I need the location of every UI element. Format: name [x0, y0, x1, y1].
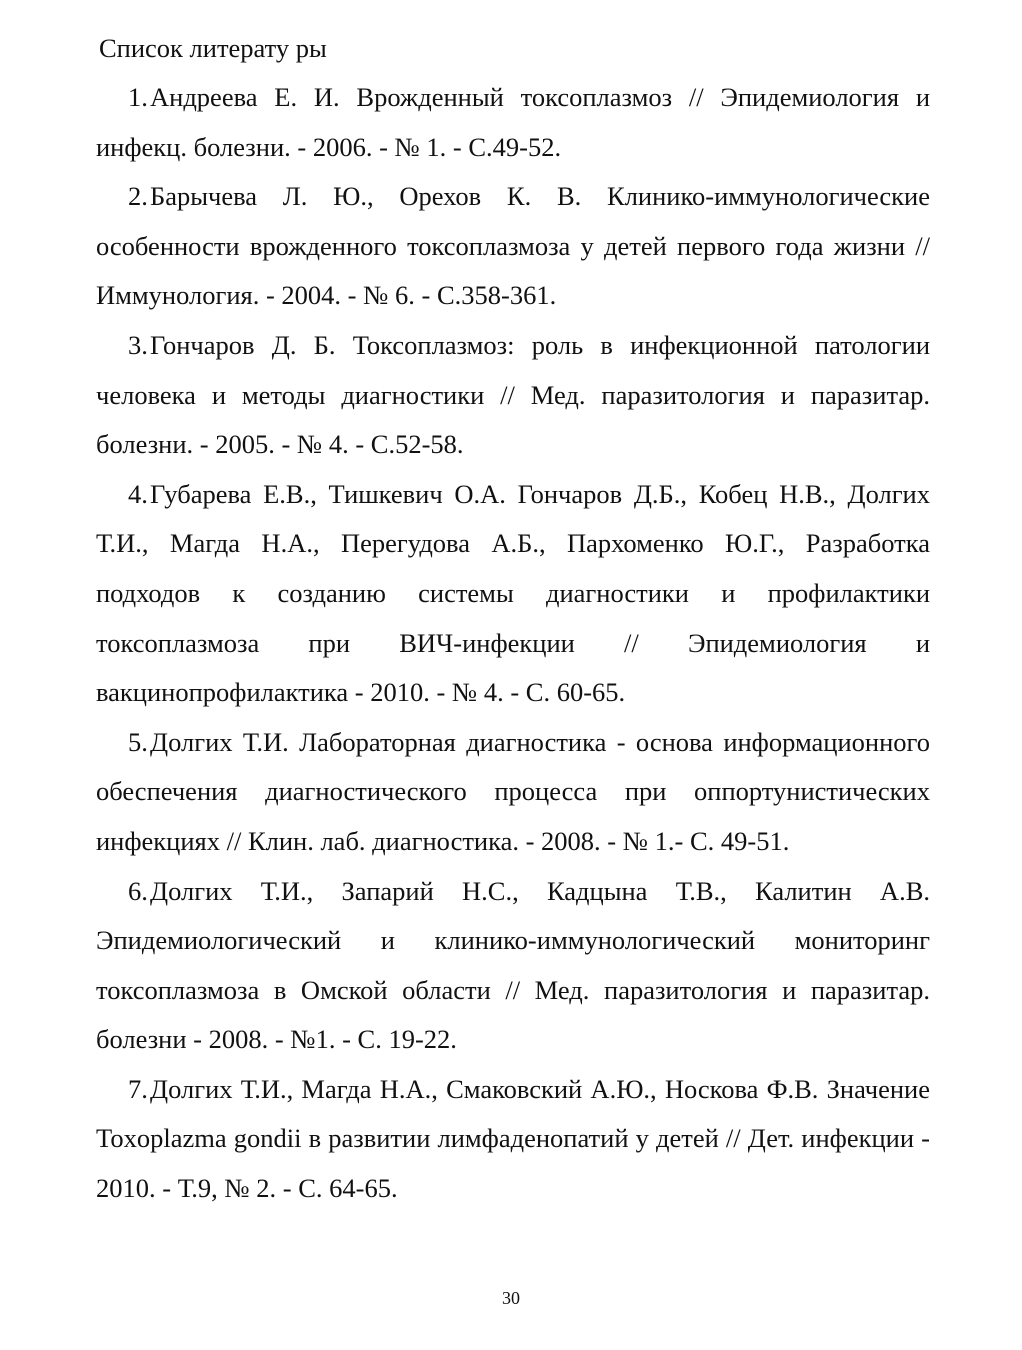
- reference-number: 5.: [128, 726, 148, 757]
- reference-item: [96, 1065, 930, 1214]
- reference-text: Гончаров Д. Б. Токсоплазмоз: роль в инфекционной патологии человека и методы диагностики // Мед. паразитология и паразитар. болезни. - 2005. - № 4. - С.52-58.: [96, 329, 930, 460]
- reference-text: Долгих Т.И., Магда Н.А., Смаковский А.Ю., Носкова Ф.В. Значение Toxoplazma gondii в развитии лимфаденопатий у детей // Дет. инфекции - 2010. - Т.9, № 2. - С. 64-65.: [96, 1073, 930, 1204]
- page-heading: Список литерату ры: [99, 33, 327, 63]
- reference-item: [96, 172, 930, 321]
- reference-text: Долгих Т.И. Лабораторная диагностика - основа информационного обеспечения диагностического процесса при оппортунистических инфекциях // Клин. лаб. диагностика. - 2008. - № 1.- С. 49-51.: [96, 726, 930, 856]
- reference-text: Андреева Е. И. Врожденный токсоплазмоз // Эпидемиология и инфекц. болезни. - 2006. - № 1. - С.49-52.: [96, 82, 930, 162]
- page-number: 30: [502, 1288, 520, 1308]
- reference-number: 1.: [128, 82, 148, 112]
- reference-text: Барычева Л. Ю., Орехов К. В. Клинико-иммунологические особенности врожденного токсоплазмоза у детей первого года жизни // Иммунология. - 2004. - № 6. - С.358-361.: [96, 181, 930, 311]
- reference-number: 4.: [128, 478, 148, 509]
- reference-item: [96, 470, 930, 718]
- reference-item: [96, 73, 930, 172]
- reference-item: [96, 867, 930, 1065]
- reference-text: Долгих Т.И., Запарий Н.С., Кадцына Т.В., Калитин А.В. Эпидемиологический и клинико-иммунологический мониторинг токсоплазмоза в Омской области // Мед. паразитология и паразитар. болезни - 2008. - №1. - С. 19-22.: [96, 875, 930, 1055]
- reference-number: 7.: [128, 1073, 148, 1104]
- reference-number: 2.: [128, 181, 148, 212]
- reference-list: [96, 73, 930, 1214]
- reference-text: Губарева Е.В., Тишкевич О.А. Гончаров Д.Б., Кобец Н.В., Долгих Т.И., Магда Н.А., Перегудова А.Б., Пархоменко Ю.Г., Разработка подходов к созданию системы диагностики и профилактики токсоплазмоза при ВИЧ-инфекции // Эпидемиология и вакцинопрофилактика - 2010. - № 4. - С. 60-65.: [96, 478, 930, 708]
- reference-item: [96, 321, 930, 470]
- reference-number: 3.: [128, 329, 148, 360]
- reference-number: 6.: [128, 875, 148, 906]
- reference-item: [96, 718, 930, 867]
